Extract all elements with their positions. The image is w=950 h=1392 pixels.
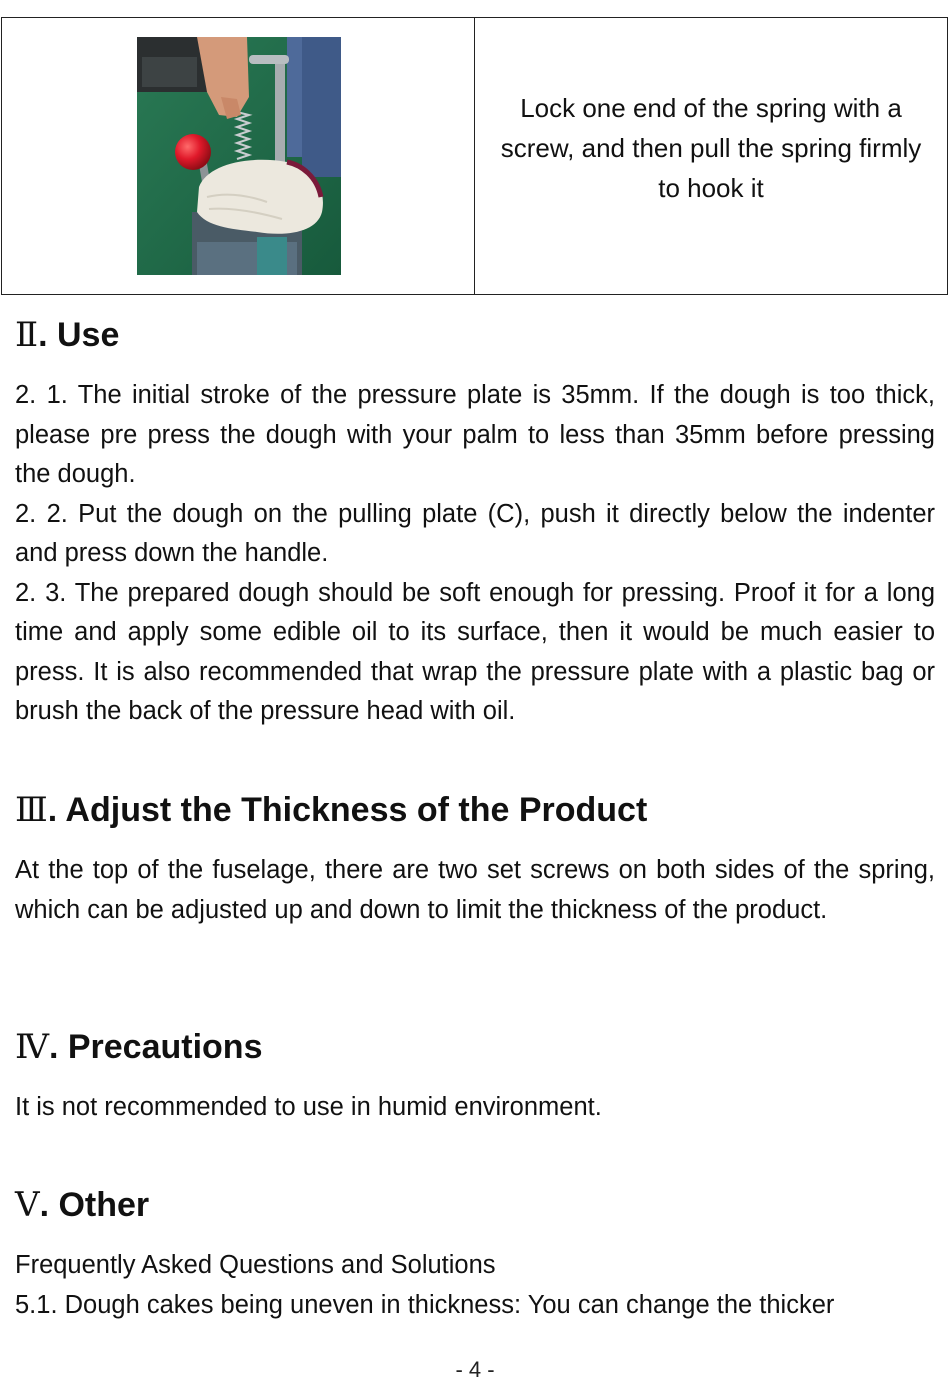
use-item-1: 2. 1. The initial stroke of the pressure plate is 35mm. If the dough is too thick, please pre press the dough with your palm to less than 35mm before pressing the dough. xyxy=(15,381,935,488)
section-use-body xyxy=(15,376,935,732)
section-use-title: . Use xyxy=(38,316,120,354)
section-other xyxy=(15,1185,935,1225)
section-adjust-title: . Adjust the Thickness of the Product xyxy=(47,791,648,829)
section-other-title: . Other xyxy=(39,1186,150,1224)
spring-hook-photo xyxy=(137,37,341,275)
section-adjust-numeral: Ⅲ xyxy=(15,790,48,830)
section-adjust xyxy=(15,790,935,830)
section-adjust-body xyxy=(15,851,935,930)
section-adjust-heading xyxy=(15,790,935,830)
step-caption: Lock one end of the spring with a screw, and then pull the spring firmly to hook it xyxy=(500,93,922,203)
other-line-1: Frequently Asked Questions and Solutions xyxy=(15,1251,496,1279)
section-precautions-body xyxy=(15,1088,935,1128)
section-precautions-heading xyxy=(15,1027,935,1067)
section-use-heading xyxy=(15,315,935,355)
use-item-2: 2. 2. Put the dough on the pulling plate (C), push it directly below the indenter and press down the handle. xyxy=(15,499,935,567)
use-item-3: 2. 3. The prepared dough should be soft enough for pressing. Proof it for a long time and apply some edible oil to its surface, then it would be much easier to press. It is also recommended that wrap the pressure plate with a plastic bag or brush the back of the pressure head with oil. xyxy=(15,578,935,725)
section-precautions-title: . Precautions xyxy=(48,1028,263,1066)
adjust-paragraph: At the top of the fuselage, there are two set screws on both sides of the spring, which can be adjusted up and down to limit the thickness of the product. xyxy=(15,856,935,924)
step-caption-cell xyxy=(475,18,947,294)
section-use xyxy=(15,315,935,355)
other-line-2: 5.1. Dough cakes being uneven in thickness: You can change the thicker xyxy=(15,1290,835,1319)
page-number: - 4 - xyxy=(455,1357,495,1382)
section-use-numeral: Ⅱ xyxy=(15,315,39,355)
section-precautions-numeral: Ⅳ xyxy=(15,1027,49,1067)
section-other-heading xyxy=(15,1185,935,1225)
section-other-numeral: Ⅴ xyxy=(15,1185,40,1225)
photo-cell xyxy=(2,18,475,294)
step-table xyxy=(1,17,948,295)
section-other-body xyxy=(15,1246,935,1325)
precautions-paragraph: It is not recommended to use in humid environment. xyxy=(15,1093,602,1121)
section-precautions xyxy=(15,1027,935,1067)
